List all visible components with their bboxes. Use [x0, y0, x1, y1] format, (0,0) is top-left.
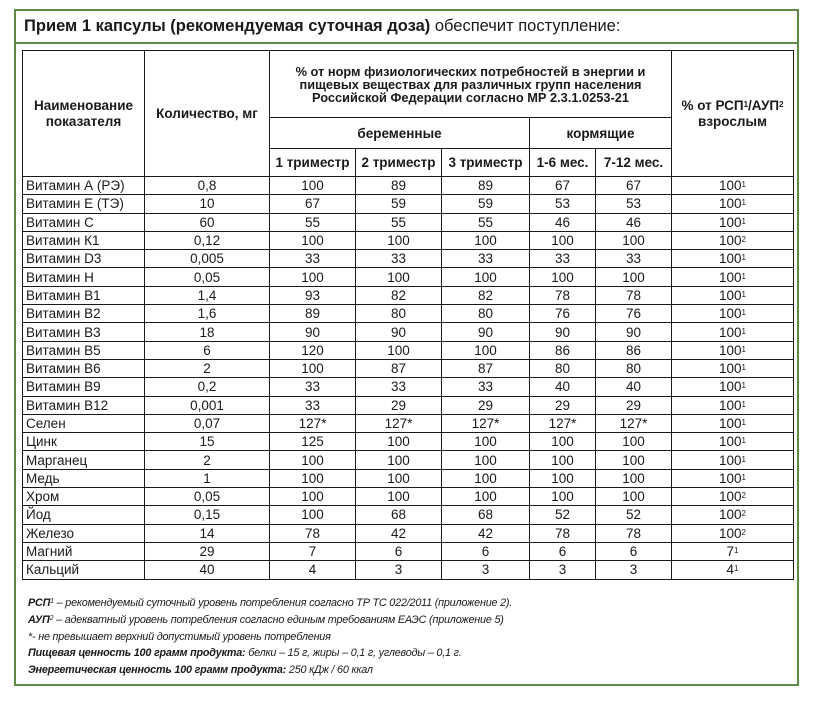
- norm-percent: 59: [356, 195, 442, 213]
- norm-percent: 100: [356, 231, 442, 249]
- adult-percent-value: 100: [719, 397, 742, 413]
- norm-percent: 100: [442, 488, 530, 506]
- norm-percent: 100: [270, 177, 356, 195]
- norm-percent: 100: [442, 341, 530, 359]
- table-row: [23, 561, 794, 579]
- norm-percent: 80: [596, 359, 672, 377]
- adult-percent-footnote-ref: 2: [741, 527, 746, 537]
- norm-percent: 3: [596, 561, 672, 579]
- col-header-amount: Количество, мг: [145, 51, 270, 177]
- norm-percent: 89: [442, 177, 530, 195]
- col-header-nursing-1-6: 1-6 мес.: [530, 149, 596, 177]
- norm-percent: 6: [596, 542, 672, 560]
- adult-percent: [672, 341, 794, 359]
- table-row: [23, 451, 794, 469]
- nutrient-amount: 1,4: [145, 286, 270, 304]
- norm-percent: 100: [530, 469, 596, 487]
- adult-percent-value: 100: [719, 287, 742, 303]
- adult-percent-value: 4: [726, 562, 735, 578]
- adult-percent-footnote-ref: 1: [741, 216, 746, 226]
- norm-percent: 100: [530, 433, 596, 451]
- footnote-aup-sup: 2: [49, 614, 54, 622]
- norm-percent: 76: [596, 305, 672, 323]
- norm-percent: 53: [596, 195, 672, 213]
- norm-percent: 67: [530, 177, 596, 195]
- adult-percent: [672, 542, 794, 560]
- adult-percent-value: 100: [719, 178, 742, 194]
- nutrient-amount: 1,6: [145, 305, 270, 323]
- norm-percent: 100: [270, 488, 356, 506]
- adult-percent-footnote-ref: 1: [741, 308, 746, 318]
- info-panel: [14, 9, 799, 686]
- norm-percent: 100: [596, 451, 672, 469]
- norm-percent: 100: [356, 433, 442, 451]
- nutrient-amount: 2: [145, 451, 270, 469]
- norm-percent: 29: [530, 396, 596, 414]
- norm-percent: 127*: [356, 414, 442, 432]
- norm-percent: 80: [530, 359, 596, 377]
- adult-percent-value: 100: [719, 416, 742, 431]
- norm-percent: 33: [270, 250, 356, 268]
- table-row: [23, 378, 794, 396]
- footnote-rsp: [28, 595, 788, 612]
- norm-percent: 100: [596, 268, 672, 286]
- adult-percent: [672, 231, 794, 249]
- table-row: [23, 542, 794, 560]
- table-row: [23, 323, 794, 341]
- adult-percent-value: 100: [719, 452, 742, 468]
- nutrient-name: Витамин А (РЭ): [23, 177, 145, 195]
- adult-percent-footnote-ref: 2: [741, 235, 746, 245]
- table-row: [23, 305, 794, 323]
- norm-percent: 100: [356, 268, 442, 286]
- adult-percent-value: 100: [719, 507, 742, 523]
- nutrient-name: Витамин К1: [23, 231, 145, 249]
- norm-percent: 90: [442, 323, 530, 341]
- norm-percent: 90: [596, 323, 672, 341]
- norm-percent: 53: [530, 195, 596, 213]
- nutrient-amount: 0,15: [145, 506, 270, 524]
- norm-percent: 82: [356, 286, 442, 304]
- nutrient-amount: 0,001: [145, 396, 270, 414]
- adult-percent-footnote-ref: 1: [741, 289, 746, 299]
- col-header-nursing-7-12: 7-12 мес.: [596, 149, 672, 177]
- pct-label: % от РСП: [681, 97, 744, 113]
- norm-percent: 125: [270, 433, 356, 451]
- norm-percent: 127*: [530, 414, 596, 432]
- col-header-nursing: кормящие: [530, 118, 672, 149]
- nutrient-name: Витамин Н: [23, 268, 145, 286]
- footnote-energy: [28, 662, 788, 679]
- adult-percent-footnote-ref: 2: [741, 509, 746, 519]
- table-row: [23, 506, 794, 524]
- footnote-star: *- не превышает верхний допустимый уровень потребления: [28, 630, 331, 643]
- norm-percent: 120: [270, 341, 356, 359]
- norm-percent: 78: [596, 286, 672, 304]
- adult-percent-value: 100: [719, 251, 742, 267]
- nutrient-name: Витамин Е (ТЭ): [23, 195, 145, 213]
- adult-percent: [672, 268, 794, 286]
- nutrient-name: Кальций: [23, 561, 145, 579]
- table-row: [23, 177, 794, 195]
- adult-percent: [672, 305, 794, 323]
- nutrient-table: [22, 50, 794, 580]
- adult-percent: [672, 451, 794, 469]
- adult-percent-value: 100: [719, 434, 742, 450]
- footnote-rsp-sup: 1: [50, 598, 54, 605]
- adult-percent-value: 100: [719, 342, 742, 358]
- nutrient-amount: 10: [145, 195, 270, 213]
- norm-percent: 100: [596, 231, 672, 249]
- adult-percent: [672, 378, 794, 396]
- norm-percent: 6: [530, 542, 596, 560]
- footnotes: [28, 595, 788, 679]
- norm-percent: 78: [530, 524, 596, 542]
- norm-percent: 68: [442, 506, 530, 524]
- table-row: [23, 433, 794, 451]
- norm-percent: 100: [356, 488, 442, 506]
- nutrient-amount: 0,05: [145, 268, 270, 286]
- adult-percent-value: 100: [719, 269, 742, 285]
- norm-percent: 89: [356, 177, 442, 195]
- norm-percent: 40: [530, 378, 596, 396]
- nutrient-amount: 15: [145, 433, 270, 451]
- norm-percent: 89: [270, 305, 356, 323]
- col-header-trimester-1: 1 триместр: [270, 149, 356, 177]
- adult-percent-value: 100: [719, 196, 742, 212]
- nutrient-amount: 14: [145, 524, 270, 542]
- adult-percent: [672, 396, 794, 414]
- norm-percent: 80: [442, 305, 530, 323]
- norm-percent: 33: [596, 250, 672, 268]
- nutrient-amount: 18: [145, 323, 270, 341]
- adult-percent-value: 100: [719, 233, 742, 249]
- norm-percent: 76: [530, 305, 596, 323]
- adult-percent-footnote-ref: 1: [741, 180, 746, 190]
- adult-percent-footnote-ref: 1: [741, 418, 746, 427]
- col-header-name: Наименование показателя: [23, 51, 145, 177]
- norm-percent: 6: [356, 542, 442, 560]
- norm-percent: 100: [270, 359, 356, 377]
- norm-percent: 33: [356, 378, 442, 396]
- nutrient-name: Витамин В12: [23, 396, 145, 414]
- norm-percent: 29: [356, 396, 442, 414]
- table-row: [23, 359, 794, 377]
- norm-percent: 59: [442, 195, 530, 213]
- table-row: [23, 250, 794, 268]
- col-header-pregnant: беременные: [270, 118, 530, 149]
- norm-percent: 100: [442, 451, 530, 469]
- panel-title: [16, 11, 797, 44]
- pct-label-aup: /АУП: [748, 97, 780, 113]
- nutrient-name: Цинк: [23, 433, 145, 451]
- norm-percent: 3: [356, 561, 442, 579]
- norm-percent: 100: [530, 451, 596, 469]
- nutrient-name: Йод: [23, 506, 145, 524]
- norm-percent: 90: [530, 323, 596, 341]
- col-header-pct: [672, 51, 794, 177]
- norm-percent: 46: [530, 213, 596, 231]
- nutrient-name: Витамин В2: [23, 305, 145, 323]
- nutrient-name: Хром: [23, 488, 145, 506]
- adult-percent-footnote-ref: 1: [741, 472, 746, 482]
- col-header-trimester-3: 3 триместр: [442, 149, 530, 177]
- nutrient-name: Магний: [23, 542, 145, 560]
- adult-percent: [672, 195, 794, 213]
- footnote-energy-text: 250 кДж / 60 ккал: [286, 664, 373, 677]
- nutrient-amount: 0,005: [145, 250, 270, 268]
- norm-percent: 100: [442, 268, 530, 286]
- norm-percent: 78: [530, 286, 596, 304]
- adult-percent-value: 100: [719, 379, 742, 395]
- table-row: [23, 286, 794, 304]
- norm-percent: 100: [530, 268, 596, 286]
- norm-percent: 100: [442, 433, 530, 451]
- title-rest: обеспечит поступление:: [430, 17, 621, 35]
- pct-label-tail: взрослым: [698, 113, 767, 129]
- norm-percent: 55: [270, 213, 356, 231]
- norm-percent: 100: [270, 231, 356, 249]
- norm-percent: 33: [270, 378, 356, 396]
- norm-percent: 100: [270, 268, 356, 286]
- norm-percent: 29: [442, 396, 530, 414]
- adult-percent-footnote-ref: 1: [741, 399, 746, 409]
- footnote-rsp-term: РСП: [28, 597, 51, 609]
- norm-percent: 127*: [442, 414, 530, 432]
- norm-percent: 6: [442, 542, 530, 560]
- adult-percent-value: 100: [719, 214, 742, 230]
- adult-percent-footnote-ref: 1: [734, 546, 739, 556]
- footnote-rsp-text: – рекомендуемый суточный уровень потребления согласно ТР ТС 022/2011 (приложение 2).: [53, 597, 513, 609]
- norm-percent: 33: [530, 250, 596, 268]
- nutrient-amount: 2: [145, 359, 270, 377]
- adult-percent-value: 100: [719, 470, 742, 486]
- adult-percent-value: 100: [719, 525, 742, 541]
- nutrient-amount: 60: [145, 213, 270, 231]
- norm-percent: 100: [356, 341, 442, 359]
- norm-percent: 40: [596, 378, 672, 396]
- adult-percent-value: 100: [719, 361, 742, 377]
- nutrient-name: Витамин В3: [23, 323, 145, 341]
- nutrient-name: Витамин В6: [23, 359, 145, 377]
- footnote-nutrition: [28, 645, 788, 662]
- norm-percent: 100: [530, 231, 596, 249]
- table-row: [23, 268, 794, 286]
- norm-percent: 100: [596, 488, 672, 506]
- norm-percent: 78: [270, 524, 356, 542]
- norm-percent: 87: [442, 359, 530, 377]
- table-row: [23, 469, 794, 487]
- nutrient-name: Селен: [23, 414, 145, 432]
- norm-percent: 80: [356, 305, 442, 323]
- adult-percent: [672, 561, 794, 579]
- norm-percent: 42: [356, 524, 442, 542]
- norm-percent: 68: [356, 506, 442, 524]
- adult-percent-footnote-ref: 1: [741, 253, 746, 263]
- norm-percent: 90: [356, 323, 442, 341]
- norm-percent: 7: [270, 542, 356, 560]
- footnote-energy-term: Энергетическая ценность 100 грамм продукта:: [28, 664, 287, 677]
- norm-percent: 3: [530, 561, 596, 579]
- nutrient-amount: 0,07: [145, 414, 270, 432]
- table-row: [23, 396, 794, 414]
- norm-percent: 3: [442, 561, 530, 579]
- table-row: [23, 524, 794, 542]
- adult-percent-footnote-ref: 2: [741, 491, 746, 501]
- adult-percent-value: 7: [726, 544, 735, 560]
- adult-percent-value: 100: [719, 306, 742, 322]
- nutrient-amount: 40: [145, 561, 270, 579]
- norm-percent: 67: [270, 195, 356, 213]
- adult-percent: [672, 524, 794, 542]
- norm-percent: 100: [596, 433, 672, 451]
- title-bold: Прием 1 капсулы (рекомендуемая суточная доза): [24, 17, 431, 35]
- footnote-aup-text: – адекватный уровень потребления согласно единым требованиям ЕАЭС (приложение 5): [53, 613, 504, 626]
- nutrient-amount: 0,8: [145, 177, 270, 195]
- adult-percent: [672, 414, 794, 432]
- norm-percent: 100: [270, 469, 356, 487]
- table-row: [23, 414, 794, 432]
- table-row: [23, 195, 794, 213]
- norm-percent: 127*: [596, 414, 672, 432]
- col-header-trimester-2: 2 триместр: [356, 149, 442, 177]
- adult-percent-footnote-ref: 1: [741, 363, 746, 373]
- norm-percent: 52: [530, 506, 596, 524]
- adult-percent-footnote-ref: 1: [741, 454, 746, 464]
- adult-percent: [672, 286, 794, 304]
- adult-percent: [672, 323, 794, 341]
- footnote-nutrition-term: Пищевая ценность 100 грамм продукта:: [28, 647, 246, 660]
- nutrient-amount: 0,2: [145, 378, 270, 396]
- footnote-aup: [28, 612, 788, 629]
- pct-sup-2: 2: [779, 99, 784, 109]
- footnote-nutrition-text: белки – 15 г, жиры – 0,1 г, углеводы – 0,1 г.: [245, 647, 462, 660]
- norm-percent: 100: [442, 231, 530, 249]
- norm-percent: 78: [596, 524, 672, 542]
- adult-percent-footnote-ref: 1: [741, 326, 746, 336]
- norm-percent: 87: [356, 359, 442, 377]
- nutrient-name: Марганец: [23, 451, 145, 469]
- norm-percent: 100: [270, 506, 356, 524]
- adult-percent-value: 100: [719, 489, 742, 505]
- adult-percent: [672, 250, 794, 268]
- adult-percent: [672, 433, 794, 451]
- adult-percent: [672, 488, 794, 506]
- adult-percent: [672, 177, 794, 195]
- table-body: [23, 177, 794, 580]
- adult-percent-footnote-ref: 1: [741, 381, 746, 391]
- adult-percent-footnote-ref: 1: [741, 344, 746, 354]
- norm-percent: 29: [596, 396, 672, 414]
- table-row: [23, 341, 794, 359]
- norm-percent: 52: [596, 506, 672, 524]
- nutrient-amount: 0,05: [145, 488, 270, 506]
- norm-percent: 67: [596, 177, 672, 195]
- adult-percent-footnote-ref: 1: [734, 564, 739, 574]
- nutrient-amount: 6: [145, 341, 270, 359]
- adult-percent-value: 100: [719, 324, 742, 340]
- pct-sup-1: 1: [743, 99, 749, 109]
- nutrient-amount: 29: [145, 542, 270, 560]
- nutrient-amount: 1: [145, 469, 270, 487]
- adult-percent: [672, 359, 794, 377]
- norm-percent: 90: [270, 323, 356, 341]
- norm-percent: 100: [270, 451, 356, 469]
- norm-percent: 100: [442, 469, 530, 487]
- adult-percent: [672, 469, 794, 487]
- nutrient-name: Витамин В9: [23, 378, 145, 396]
- adult-percent-footnote-ref: 1: [741, 198, 746, 208]
- norm-percent: 100: [356, 469, 442, 487]
- norm-percent: 100: [356, 451, 442, 469]
- norm-percent: 42: [442, 524, 530, 542]
- nutrient-name: Медь: [23, 469, 145, 487]
- norm-percent: 46: [596, 213, 672, 231]
- nutrient-name: Витамин С: [23, 213, 145, 231]
- nutrient-amount: 0,12: [145, 231, 270, 249]
- norm-percent: 82: [442, 286, 530, 304]
- nutrient-name: Витамин В1: [23, 286, 145, 304]
- norm-percent: 86: [530, 341, 596, 359]
- col-header-norms: % от норм физиологических потребностей в энергии и пищевых веществах для различных групп населения Российской Федерации согласно МР 2.3.1.0253-21: [270, 51, 672, 118]
- norm-percent: 55: [356, 213, 442, 231]
- adult-percent-footnote-ref: 1: [741, 436, 746, 446]
- adult-percent-footnote-ref: 1: [741, 271, 746, 281]
- adult-percent: [672, 506, 794, 524]
- norm-percent: 33: [442, 250, 530, 268]
- norm-percent: 127*: [270, 414, 356, 432]
- nutrient-name: Железо: [23, 524, 145, 542]
- nutrient-name: Витамин В5: [23, 341, 145, 359]
- norm-percent: 86: [596, 341, 672, 359]
- norm-percent: 4: [270, 561, 356, 579]
- footnote-aup-term: АУП: [28, 613, 50, 626]
- norm-percent: 33: [442, 378, 530, 396]
- norm-percent: 93: [270, 286, 356, 304]
- adult-percent: [672, 213, 794, 231]
- norm-percent: 100: [596, 469, 672, 487]
- norm-percent: 33: [270, 396, 356, 414]
- table-row: [23, 488, 794, 506]
- norm-percent: 33: [356, 250, 442, 268]
- norm-percent: 100: [530, 488, 596, 506]
- norm-percent: 55: [442, 213, 530, 231]
- table-row: [23, 213, 794, 231]
- table-row: [23, 231, 794, 249]
- nutrient-name: Витамин D3: [23, 250, 145, 268]
